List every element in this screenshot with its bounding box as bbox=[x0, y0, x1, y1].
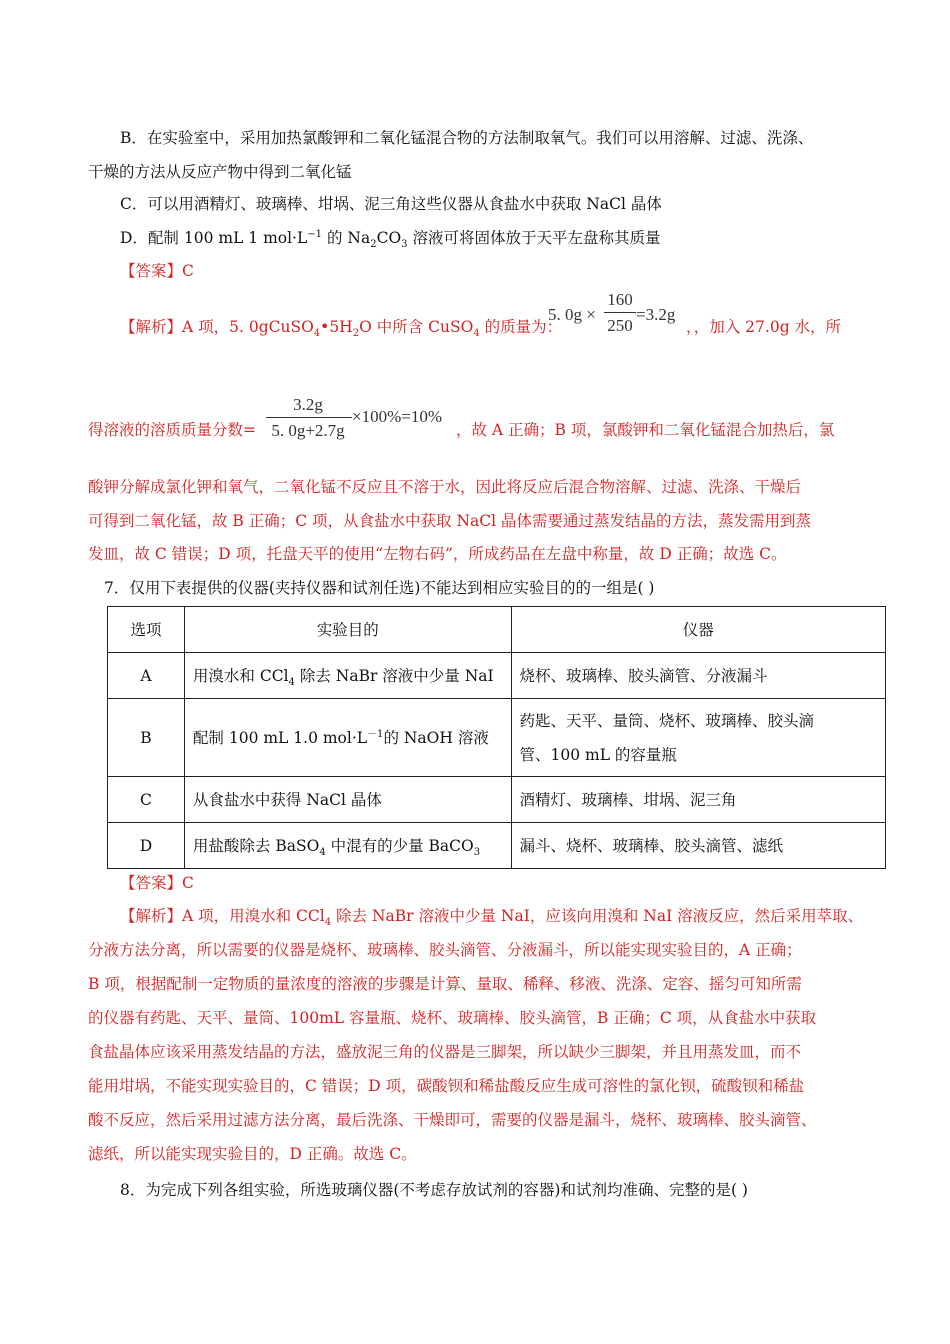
q7-explanation-line4: 的仪器有药匙、天平、量筒、100mL 容量瓶、烧杯、玻璃棒、胶头滴管，B 正确；C 项，从食盐水中获取 bbox=[88, 1009, 817, 1027]
row-option: B bbox=[108, 699, 185, 777]
q6-explanation-line3: 酸钾分解成氯化钾和氧气，二氧化锰不反应且不溶于水，因此将反应后混合物溶解、过滤、洗涤、干燥后 bbox=[88, 478, 802, 496]
row-goal: 用溴水和 CCl$_4$ 除去 NaBr 溶液中少量 NaI bbox=[184, 653, 511, 699]
header-option: 选项 bbox=[108, 607, 185, 653]
q6-explanation-line2-lead: 得溶液的溶质质量分数= bbox=[88, 421, 256, 439]
row-option: D bbox=[108, 823, 185, 869]
row-goal: 配制 100 mL 1.0 $mol\cdot L^{-1}$的 NaOH 溶液 bbox=[184, 699, 511, 777]
q6-option-c: C．可以用酒精灯、玻璃棒、坩埚、泥三角这些仪器从食盐水中获取 NaCl 晶体 bbox=[120, 195, 662, 213]
q6-explanation-line1: 【解析】A 项，5. $0gCuSO_4•5H_2O$ 中所含 CuSO$_4$ 的质量为： bbox=[120, 318, 563, 340]
q6-explanation-line4: 可得到二氧化锰，故 B 正确；C 项，从食盐水中获取 NaCl 晶体需要通过蒸发结晶的方法，蒸发需用到蒸 bbox=[88, 512, 812, 530]
table-row bbox=[108, 653, 886, 699]
row-instruments: 漏斗、烧杯、玻璃棒、胶头滴管、滤纸 bbox=[511, 823, 886, 869]
q6-option-d: D．配制 100 mL 1 $mol\cdot L^{-1}$ 的 $Na_2CO_3$ 溶液可将固体放于天平左盘称其质量 bbox=[120, 228, 661, 251]
q7-table-header bbox=[108, 607, 886, 653]
row-instruments: 烧杯、玻璃棒、胶头滴管、分液漏斗 bbox=[511, 653, 886, 699]
q7-explanation-line6: 能用坩埚，不能实现实验目的，C 错误；D 项，碳酸钡和稀盐酸反应生成可溶性的氯化钡，硫酸钡和稀盐 bbox=[88, 1077, 805, 1095]
row-instruments: 药匙、天平、量筒、烧杯、玻璃棒、胶头滴 管、100 mL 的容量瓶 bbox=[511, 699, 886, 777]
q7-explanation-line7: 酸不反应，然后采用过滤方法分离，最后洗涤、干燥即可，需要的仪器是漏斗，烧杯、玻璃棒、胶头滴管、 bbox=[88, 1111, 817, 1129]
row-goal: 用盐酸除去 BaSO$_4$ 中混有的少量 BaCO$_3$ bbox=[184, 823, 511, 869]
row-instruments: 酒精灯、玻璃棒、坩埚、泥三角 bbox=[511, 777, 886, 823]
q6-fraction-percent: 3.2g 5. 0g+2.7g ×100%=10% bbox=[264, 395, 464, 447]
q7-explanation-line5: 食盐晶体应该采用蒸发结晶的方法，盛放泥三角的仪器是三脚架，所以缺少三脚架，并且用蒸发皿，而不 bbox=[88, 1043, 802, 1061]
header-instruments: 仪器 bbox=[511, 607, 886, 653]
q6-explanation-line5: 发皿，故 C 错误；D 项，托盘天平的使用“左物右码”，所成药品在左盘中称量，故 D 正确；故选 C。 bbox=[88, 545, 787, 563]
q7-explanation-line1: 【解析】A 项，用溴水和 CCl$_4$ 除去 NaBr 溶液中少量 NaI，应该向用溴和 NaI 溶液反应，然后采用萃取、 bbox=[120, 907, 864, 929]
q6-explanation-line1-tail: ，，加入 27.0g 水，所 bbox=[686, 318, 842, 336]
q6-explanation-line2-tail: ，故 A 正确；B 项，氯酸钾和二氧化锰混合加热后，氯 bbox=[456, 421, 835, 439]
row-option: A bbox=[108, 653, 185, 699]
q6-option-b-line1: B．在实验室中，采用加热氯酸钾和二氧化锰混合物的方法制取氧气。我们可以用溶解、过滤、洗涤、 bbox=[120, 129, 814, 147]
q7-explanation-line8: 滤纸，所以能实现实验目的，D 正确。故选 C。 bbox=[88, 1145, 417, 1163]
table-row bbox=[108, 777, 886, 823]
row-option: C bbox=[108, 777, 185, 823]
table-row bbox=[108, 823, 886, 869]
q7-stem: 7．仅用下表提供的仪器(夹持仪器和试剂任选)不能达到相应实验目的的一组是( ) bbox=[104, 579, 655, 597]
q7-answer: 【答案】C bbox=[120, 874, 194, 892]
q6-option-b-line2: 干燥的方法从反应产物中得到二氧化锰 bbox=[88, 163, 352, 181]
q7-explanation-line3: B 项，根据配制一定物质的量浓度的溶液的步骤是计算、量取、稀释、移液、洗涤、定容、摇匀可知所需 bbox=[88, 975, 802, 993]
row-goal: 从食盐水中获得 NaCl 晶体 bbox=[184, 777, 511, 823]
q6-answer: 【答案】C bbox=[120, 262, 194, 280]
q7-table bbox=[107, 606, 886, 869]
q8-stem: 8．为完成下列各组实验，所选玻璃仪器(不考虑存放试剂的容器)和试剂均准确、完整的是( ) bbox=[120, 1181, 748, 1199]
table-row bbox=[108, 699, 886, 777]
q7-explanation-line2: 分液方法分离，所以需要的仪器是烧杯、玻璃棒、胶头滴管、分液漏斗，所以能实现实验目的，A 正确； bbox=[88, 941, 802, 959]
q6-fraction-mass: 5. 0g × 160 250 =3.2g bbox=[548, 290, 676, 335]
header-goal: 实验目的 bbox=[184, 607, 511, 653]
